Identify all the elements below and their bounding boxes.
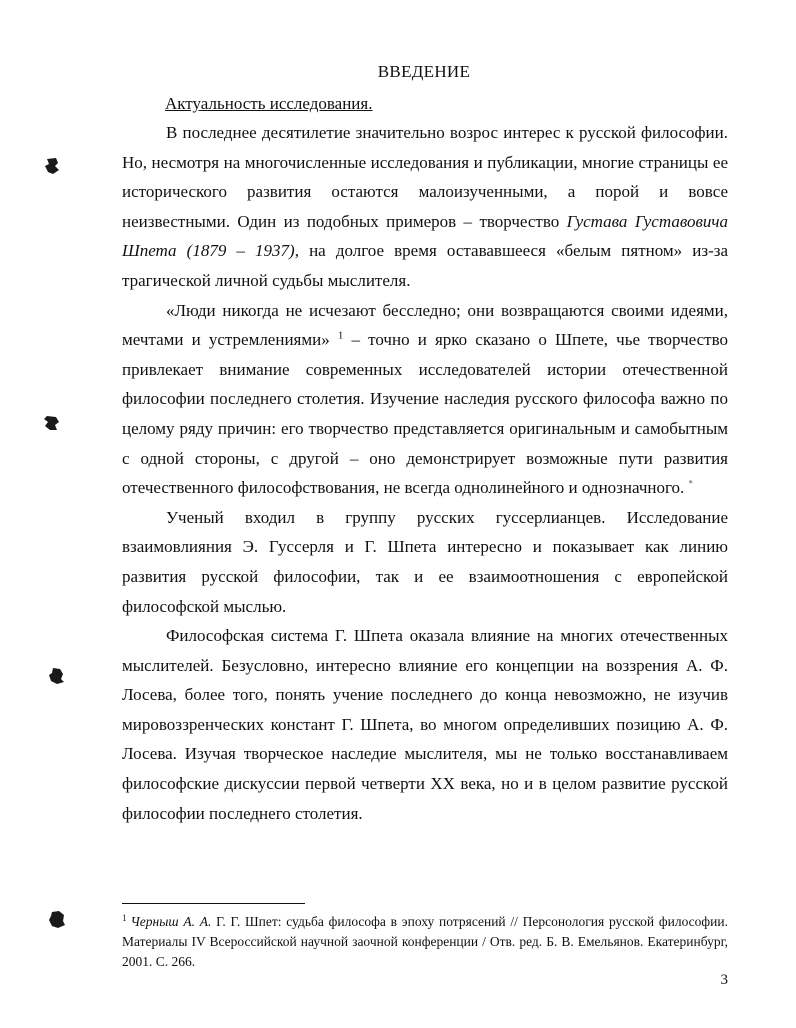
paragraph-2 [122,296,728,503]
section-subheading: Актуальность исследования. [165,94,373,113]
paragraph-1-text-a: В последнее десятилетие значительно возрос интерес к русской философии. Но, несмотря на многочисленные исследования и публикации, многие страницы ее исторического развития остаются малоизученными, а порой и вовсе неизвестными. Один из подобных примеров – творчество [122,123,728,231]
paragraph-2-text-a: «Люди никогда не исчезают бесследно; они возвращаются своими идеями, мечтами и устремлениями» [122,300,728,350]
footnote-author: Черныш А. А. [130,914,212,929]
page-number: 3 [720,972,728,988]
paragraph-4: Философская система Г. Шпета оказала влияние на многих отечественных мыслителей. Безусловно, интересно влияние его концепции на воззрения А. Ф. Лосева, более того, понять учение последнего до конца невозможно, не изучив мировоззренческих констант Г. Шпета, во многом определивших позицию А. Ф. Лосева. Изучая творческое наследие мыслителя, мы не только восстанавливаем философские дискуссии первой четверти XX века, но и в целом развитие русской философии последнего столетия. [122,626,728,823]
paragraph-3: Ученый входил в группу русских гуссерлианцев. Исследование взаимовлияния Э. Гуссерля и Г. Шпета интересно и показывает как линию развития русской философии, так и ее взаимоотношения с европейской философской мыслью. [122,507,728,616]
paragraph-1 [122,118,728,296]
footnote-reference[interactable]: 1 [337,329,344,342]
footnote-number: 1 [122,912,127,923]
scan-blot-icon [43,414,61,432]
stray-mark: * [688,478,694,489]
scan-blot-icon [48,667,65,685]
person-name: Густава Густавовича Шпета [122,211,728,261]
footnote [122,912,728,972]
life-years: (1879 – 1937) [176,241,295,261]
scan-blot-icon [44,157,60,175]
page-title: ВВЕДЕНИЕ [377,62,471,81]
footnote-text: Г. Г. Шпет: судьба философа в эпоху потрясений // Персонология русской философии. Материалы IV Всероссийской научной заочной конференции / Отв. ред. Б. В. Емельянов. Екатеринбург, 2001. С. 266. [122,914,728,969]
paragraph-1-text-b: , на долгое время остававшееся «белым пятном» из-за трагической личной судьбы мыслителя. [122,241,729,290]
paragraph-2-text-b: – точно и ярко сказано о Шпете, чье творчество привлекает внимание современных исследователей истории отечественной философии последнего столетия. Изучение наследия русского философа важно по целому ряду причин: его творчество представляется оригинальным и самобытным с одной стороны, с другой – оно демонстрирует возможные пути развития отечественного философствования, не всегда однолинейного и однозначного. [122,330,728,498]
scan-blot-icon [48,910,66,929]
footnote-separator [122,903,305,904]
body-text [122,118,728,828]
